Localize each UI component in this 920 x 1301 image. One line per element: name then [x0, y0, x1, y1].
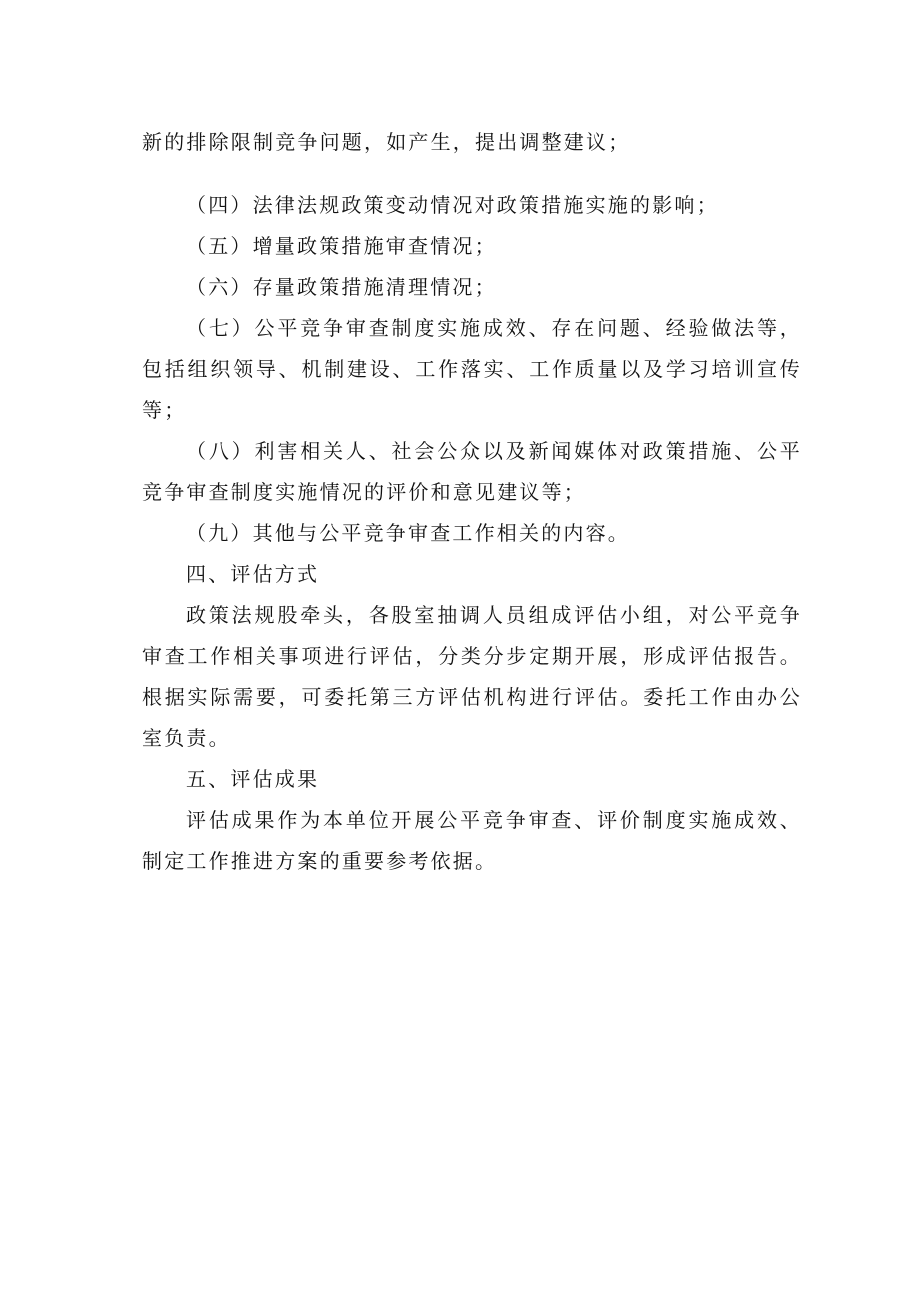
- section-heading-evaluation-method: 四、评估方式: [186, 562, 320, 586]
- list-item-nine: （九）其他与公平竞争审查工作相关的内容。: [186, 521, 630, 545]
- list-item-seven: （七）公平竞争审查制度实施成效、存在问题、经验做法等，包括组织领导、机制建设、工作落实、工作质量以及学习培训宣传等；: [142, 316, 802, 422]
- list-item-six: （六）存量政策措施清理情况；: [186, 275, 497, 299]
- list-item-eight: （八）利害相关人、社会公众以及新闻媒体对政策措施、公平竞争审查制度实施情况的评价和意见建议等；: [142, 439, 802, 504]
- section-body-evaluation-results: 评估成果作为本单位开展公平竞争审查、评价制度实施成效、制定工作推进方案的重要参考依据。: [142, 808, 802, 873]
- section-body-evaluation-method: 政策法规股牵头，各股室抽调人员组成评估小组，对公平竞争审查工作相关事项进行评估，分类分步定期开展，形成评估报告。根据实际需要，可委托第三方评估机构进行评估。委托工作由办公室负责。: [142, 603, 802, 750]
- list-item-four: （四）法律法规政策变动情况对政策措施实施的影响；: [186, 193, 719, 217]
- list-item-five: （五）增量政策措施审查情况；: [186, 234, 497, 258]
- document-body: [142, 122, 802, 882]
- section-heading-evaluation-results: 五、评估成果: [186, 767, 320, 791]
- continuation-paragraph: 新的排除限制竞争问题，如产生，提出调整建议；: [142, 130, 631, 154]
